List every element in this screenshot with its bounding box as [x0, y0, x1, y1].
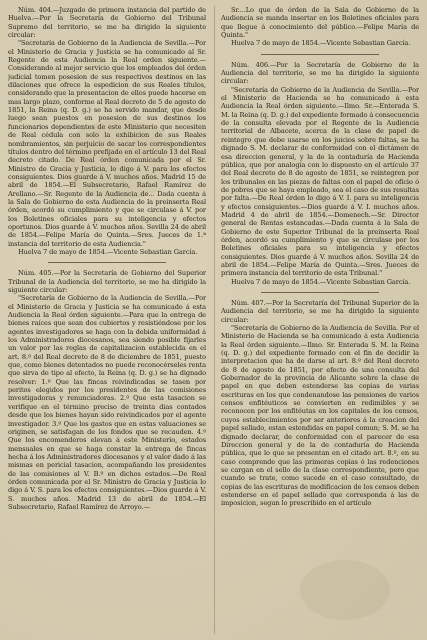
paragraph: Huelva 7 de mayo de 1854.—Vicente Sebastian García.	[231, 39, 411, 48]
left-column	[8, 6, 206, 634]
paragraph: "Secretaría de Gobierno de la Audiencia de Sevilla.—Por el Ministerio de Hacienda se ha comunicado á esta Audiencia la Real órden siguiente.—Ilmo. Sr.—Enterada S. M. la Reina (q. D. g.) del expediente formado á consecuencia de la consulta elevada por el Regente de la Audiencia territorial de Albacete, acerca de la clase de papel de reintegro que debe usarse en los juicios sobre faltas, se ha dignado S. M. declarar de conformidad con el dictámen de esa direccion general, y la de la contaduría de Hacienda pública, que por analogía con lo dispuesto en el artículo 37 del Real decreto de 8 de agosto de 1851, se reintegren por los tribunales en las piezas de faltas con el papel de oficio ó de pobres que se haya empleado, sea el caso de sus resultas por falta.—De Real órden lo digo á V. I. para su inteligencia y efectos consiguientes.—Dios guarde á V. I. muchos años. Madrid 4 de abril de 1854.—Domenech.—Sr. Director general de Rentas estancadas.—Dada cuenta á la Sala de Gobierno de este Superior Tribunal de la preinserta Real órden, acordó su cumplimiento y que se circulase por los Boletines oficiales para su inteligencia y efectos consiguientes. Dios guarde á V. muchos años. Sevilla 24 de abril de 1854.—Felipe María de Quinta.—Sres. Jueces de primera instancia del territorio de esta Tribunal."	[221, 85, 419, 278]
paragraph: Sr....Lo que de órden de la Sala de Gobierno de la Audiencia se manda insertar en los Boletines oficiales para que llegue á conocimiento del público.—Felipe María de Quinta."	[221, 6, 419, 40]
paragraph: Núm. 405.—Por la Secretaría de Gobierno del Superior Tribunal de la Audiencia del territorio, se me ha dirigido la siguiente circular:	[8, 269, 206, 294]
section-divider	[261, 292, 380, 293]
paragraph: "Secretaría de Gobierno de la Audiencia de Sevilla.—Por el Ministerio de Gracia y Justicia se ha comunicado al Sr. Regente de esta Audiencia la Real orden siguiente.—Considerando al mejor servicio que los empleados del órden judicial tomen posesion de sus respectivos destinos en las dilaciones que ofrece la espedicion de sus Reales títulos, considerando que la presentacion de ellos puede hacerse en mas largo plazo, conforme al Real decreto de 5 de agosto de 1851, la Reina (q. D. g.) se ha servido mandar, que desde luego sean puestos en posesion de sus destinos los funcionarios dependientes de este Ministerio que necesiten de Real cédula con solo la exhibicion de sus Reales nombramientos, sin perjuicio de sacar los correspondientes títulos dentro del término prefijado en el artículo 13 del Real decreto citado. De Real órden comunicada por el Sr. Ministro de Gracia y Justicia, lo digo á V. para los efectos consiguientes. Dios guarde á V. muchos años. Madrid 15 de abril de 1854.—El Subsecretario, Rafael Ramírez de Arellano.—Sr. Regente de la Audiencia de... Dada cuenta á la Sala de Gobierno de esta Audiencia de la preinserta Real órden, acordó su cumplimiento y que se circulase á V. por los Boletines oficiales para su inteligencia y efectos oportunos. Dios guarde á V. muchos años. Sevilla 24 de abril de 1854.—Felipe María de Quinta.—Sres. Jueces de 1.ª instancia del territorio de esta Audiencia."	[8, 39, 206, 248]
paragraph: "Secretaría de Gobierno de la Audiencia de Sevilla. Por el Ministerio de Hacienda se ha comunicado á esta Audiencia la Real órden siguiente.—Ilmo. Sr. Enterada S. M. la Reina (q. D. g.) del expediente formado con el fin de decidir la interpretacion que ha de darse al art. 8.º del Real decreto de 8 de agosto de 1851, por efecto de una consulta del Gobernador de la provincia de Alicante sobre la clase de papel en que deben estenderse las copias de varias escrituras en los que condenandose las pensiones de varios censos enfitéuticos se convierten en redimibles y se reconocen por los enfitéutas en los capitales de los censos, cuyos establecimientos por ser anteriores á la creacion del papel sellado, estan estendidas en papel comun; S. M. se ha dignado declarar, de conformidad con el parecer de esa Direccion general y de la de contaduría de Hacienda pública, que lo que se presentan en el citado art. 8.º, en su caso comprende que las primeras copias ó las redenciones se cargan en el sello de la clase correspondiente, pero que cuando se trate, como sucede en el caso consultado, de copias de las escrituras de modificacion de los censos deben estenderse en el papel sellado que corresponda á las de imposicion, segun lo prescribido en el artículo	[221, 324, 419, 508]
section-divider	[48, 262, 167, 263]
right-column	[214, 6, 419, 634]
paragraph: Núm. 404.—Juzgado de primera instancia del partido de Huelva.—Por la Secretaría de Gobierno del Tribunal Supremo del territorio, se me ha dirigido la siguiente circular:	[8, 6, 206, 40]
paragraph: Huelva 7 de mayo de 1854.—Vicente Sebastian García.	[231, 277, 411, 286]
paragraph: Huelva 7 de mayo de 1854.—Vicente Sebastian García.	[18, 247, 198, 256]
two-column-layout	[8, 6, 419, 634]
paragraph: "Secretaría de Gobierno de la Audiencia de Sevilla.—Por el Ministerio de Gracia y Justicia se ha comunicado á esta Audiencia la Real órden siguiente.—Para que la entrega de bienes raíces que sean dos cubiertos y resistiéndose por los agentes investigadores se haga con la debida uniformidad á los Administradores diocesanos, sea siendo posible fijarles un valor por las reglas de capitalizacion establecida en el art. 8.º del Real decreto de 8 de diciembre de 1851, puesto que, como bienes detentados no puede reconocérseles renta que sirva de tipo al efecto, la Reina (q. D. g.) se ha dignado resolver: 1.º Que las fincas reivindicadas se tasen por peritos elegidos por los presidentes de las comisiones investigadoras y renunciadoras. 2.º Que esta tasacion se verifique en el término preciso de treinta dias contados desde que los bienes hayan sido reivindicados por el agente investigador. 3.º Que los gastos que en estas valuaciones se originen, se satisfagan de los fondos que se recauden. 4.º Que los encomenderos elevan á este Ministerio, estados mensuales en que se haga constar la entrega de fincas hecha á los Administradores diocesanos y el valor dado á las mismas en pericial tasacion, acompañando los presidentes de las comisiones al V. B.º en dichos estados.—De Real órden comunicada por el Sr. Ministro de Gracia y Justicia lo digo á V. S. para los efectos consiguientes.—Dios guarde á V. S. muchos años. Madrid 13 de abril de 1854.—El Subsecretario, Rafael Ramírez de Arroyo.—	[8, 294, 206, 511]
paragraph: Núm. 406.—Por la Secretaría de Gobierno de la Audiencia del territorio, se me ha dirigido la siguiente circular:	[221, 60, 419, 86]
paragraph: Núm. 407.—Por la Secretaría del Tribunal Superior de la Audiencia del territorio, se me ha dirigido la siguiente circular:	[221, 299, 419, 324]
section-divider	[261, 54, 380, 55]
